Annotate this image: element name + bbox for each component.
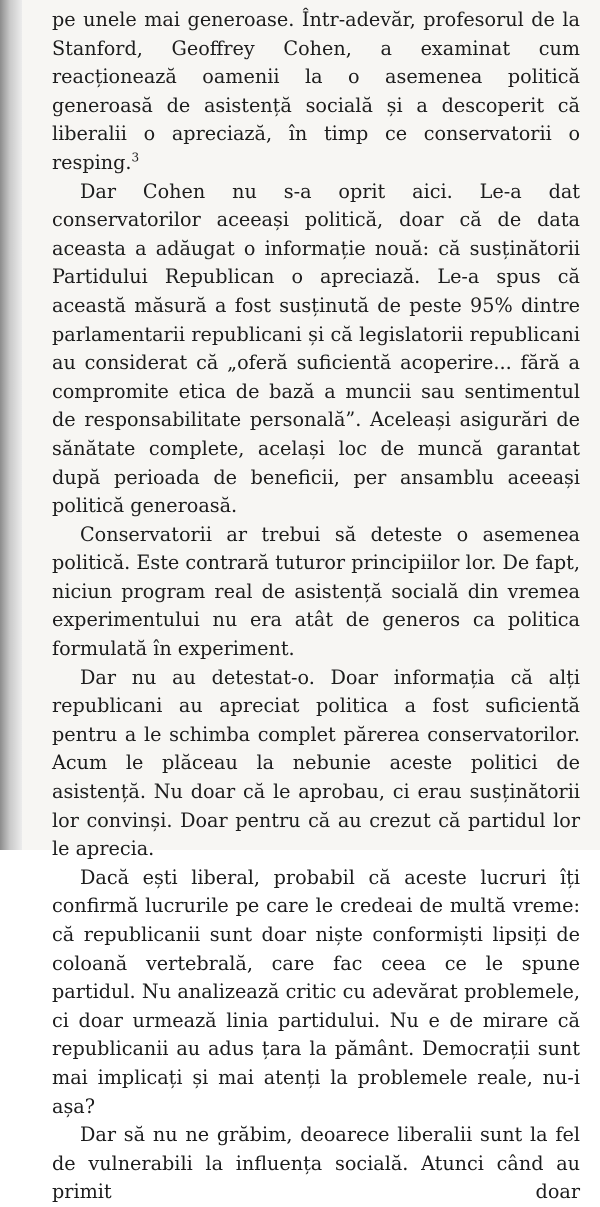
paragraph-5: Dacă ești liberal, probabil că aceste lucruri îți confirmă lucrurile pe care le credeai de multă vreme: că republicanii sunt doar niște conformiști lipsiți de coloană vertebrală, care fac ceea ce le spune partidul. Nu analizează critic cu adevărat problemele, ci doar urmează linia partidului. Nu e de mirare că republicanii au adus țara la pământ. Democrații sunt mai implicați și mai atenți la problemele reale, nu-i așa? bbox=[52, 865, 580, 1118]
paragraph-6: Dar să nu ne grăbim, deoarece liberalii sunt la fel de vulnerabili la influența socială. Atunci când au primit doar bbox=[52, 1123, 580, 1204]
paragraph-3: Conservatorii ar trebui să deteste o asemenea politică. Este contrară tuturor principiilor lor. De fapt, niciun program real de asistență socială din vremea experimentului nu era atât de generos ca politica formulată în experiment. bbox=[52, 522, 580, 661]
body-text bbox=[52, 6, 580, 1207]
paragraph-2: Dar Cohen nu s-a oprit aici. Le-a dat conservatorilor aceeași politică, doar că de data aceasta a adăugat o informație nouă: că susținătorii Partidului Republican o apreciază. Le-a spus că această măsură a fost susținută de peste 95% dintre parlamentarii republicani și că legislatorii republicani au considerat că „oferă suficientă acoperire... fără a compromite etica de bază a muncii sau sentimentul de responsabilitate personală”. Aceleași asigurări de sănătate complete, același loc de muncă garantat după perioada de beneficii, per ansamblu aceeași politică generoasă. bbox=[52, 179, 580, 518]
paragraph-4: Dar nu au detestat-o. Doar informația că alți republicani au apreciat politica a fost suficientă pentru a le schimba complet părerea conservatorilor. Acum le plăceau la nebunie aceste politici de asistență. Nu doar că le aprobau, ci erau susținătorii lor convinși. Doar pentru că au crezut că partidul lor le aprecia. bbox=[52, 665, 580, 861]
book-spine-shadow bbox=[0, 0, 22, 850]
footnote-marker: 3 bbox=[131, 150, 140, 165]
paragraph-1 bbox=[52, 6, 580, 178]
paragraph-1-text: pe unele mai generoase. Într-adevăr, profesorul de la Stanford, Geoffrey Cohen, a examinat cum reacționează oamenii la o asemenea politică generoasă de asistență socială și a descoperit că liberalii o apreciază, în timp ce conservatorii o resping. bbox=[52, 8, 580, 174]
